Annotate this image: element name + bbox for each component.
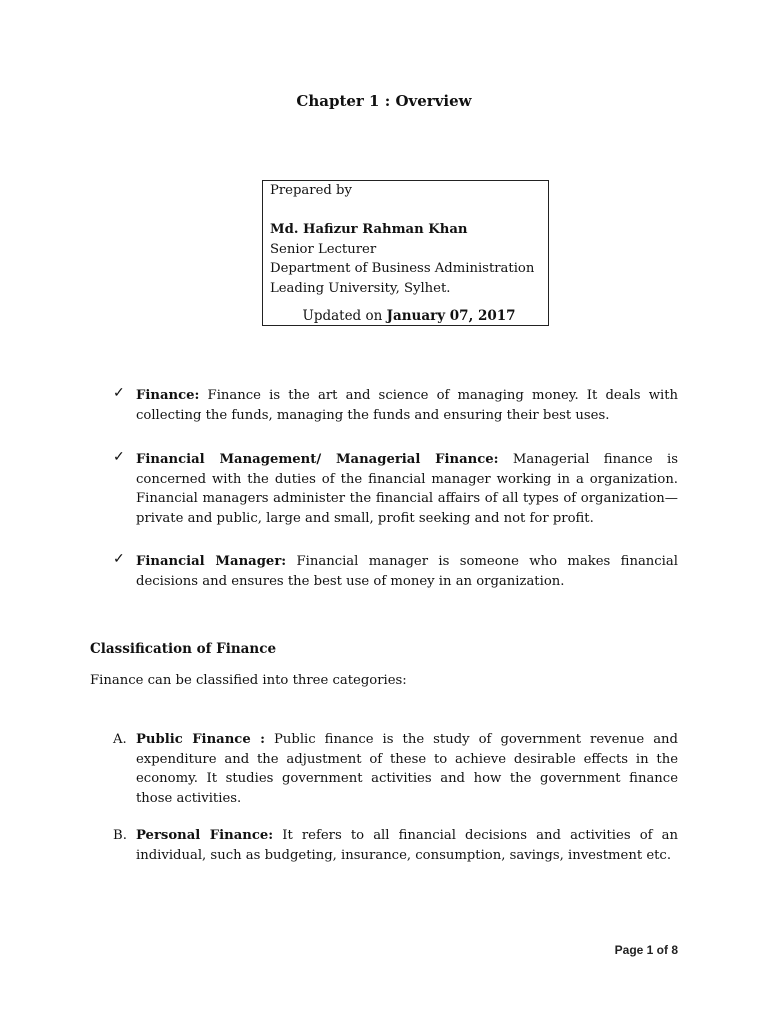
list-item-text: Public finance is the study of government revenue and expenditure and the adjustment of these to achieve desirable effects in the economy. It studies government activities and how the government finance those activities. xyxy=(136,732,678,806)
prepared-by-label: Prepared by xyxy=(270,183,352,198)
definition-text: Managerial finance is concerned with the duties of the financial manager working in a organization. Financial managers administer the financial affairs of all types of organization—private and public, large and small, profit seeking and not for profit. xyxy=(136,452,678,526)
author-university: Leading University, Sylhet. xyxy=(270,280,451,296)
definition-term: Financial Management/ Managerial Finance: xyxy=(136,452,499,467)
author-position: Senior Lecturer xyxy=(270,241,377,257)
definition-financial-management xyxy=(136,450,678,528)
list-letter: B. xyxy=(113,828,127,843)
section-intro: Finance can be classified into three categories: xyxy=(90,673,407,688)
definition-term: Finance: xyxy=(136,388,200,403)
definition-text: Financial manager is someone who makes financial decisions and ensures the best use of money in an organization. xyxy=(136,554,678,589)
list-item-term: Public Finance : xyxy=(136,732,265,747)
list-item-personal-finance xyxy=(136,826,678,865)
updated-line xyxy=(270,307,548,327)
list-item-text: It refers to all financial decisions and activities of an individual, such as budgeting, insurance, consumption, savings, investment etc. xyxy=(136,828,678,863)
page-title: Chapter 1 : Overview xyxy=(296,92,472,110)
definition-financial-manager xyxy=(136,552,678,591)
definition-term: Financial Manager: xyxy=(136,554,287,569)
author-name: Md. Hafizur Rahman Khan xyxy=(270,222,468,237)
list-letter: A. xyxy=(113,732,127,747)
prepared-by-box xyxy=(262,180,549,326)
updated-date: January 07, 2017 xyxy=(386,308,516,324)
checkmark-icon: ✓ xyxy=(113,551,125,567)
updated-prefix: Updated on xyxy=(302,308,387,324)
list-item-term: Personal Finance: xyxy=(136,828,274,843)
list-item-public-finance xyxy=(136,730,678,808)
section-heading: Classification of Finance xyxy=(90,641,277,657)
definition-text: Finance is the art and science of managing money. It deals with collecting the funds, managing the funds and ensuring their best uses. xyxy=(136,388,678,423)
definition-finance xyxy=(136,386,678,425)
author-department: Department of Business Administration xyxy=(270,261,535,276)
checkmark-icon: ✓ xyxy=(113,449,125,465)
page-number: Page 1 of 8 xyxy=(614,943,678,957)
checkmark-icon: ✓ xyxy=(113,385,125,401)
